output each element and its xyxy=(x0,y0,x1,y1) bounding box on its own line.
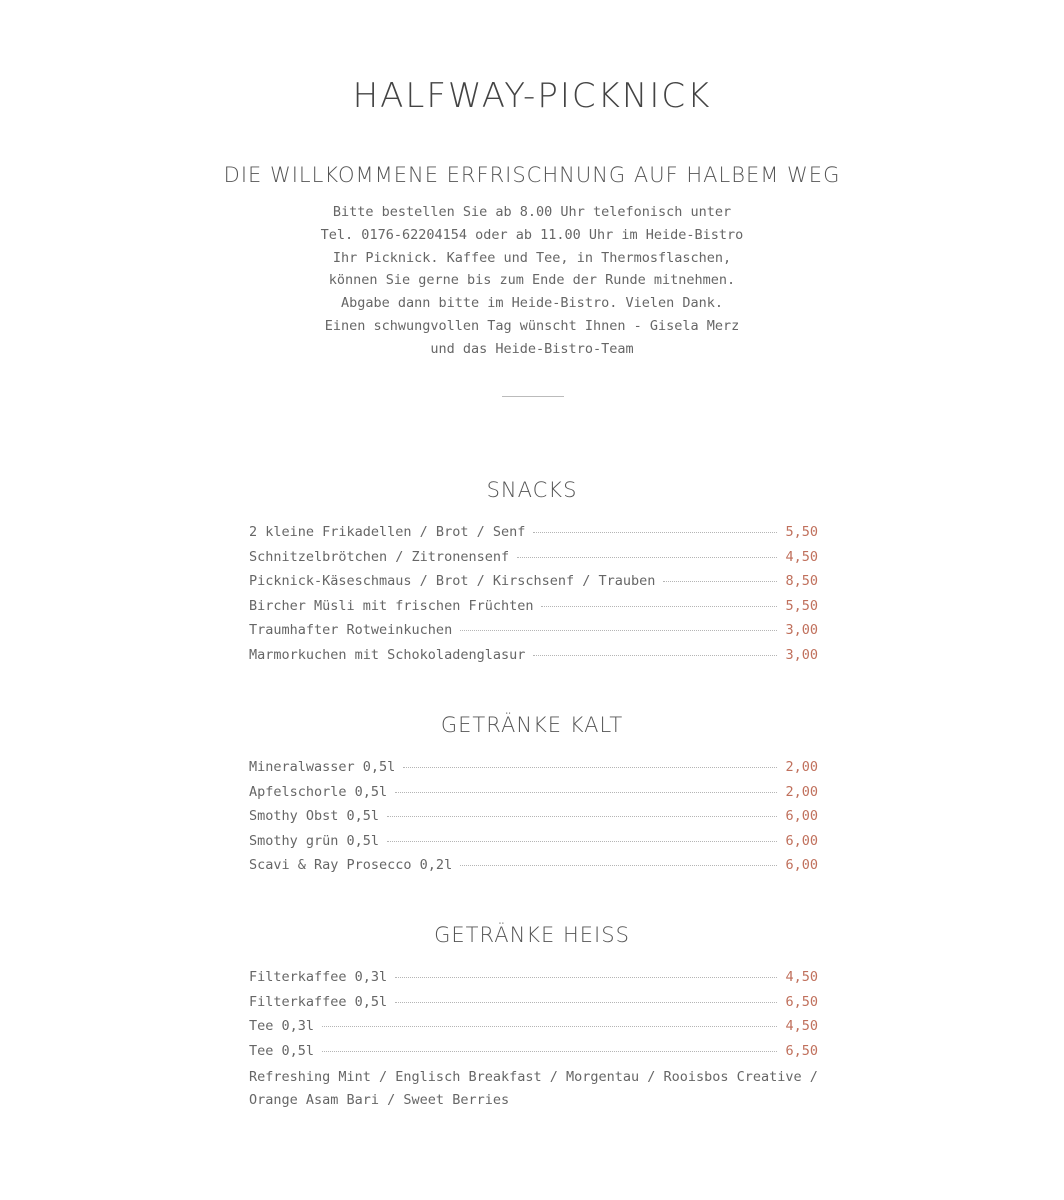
menu-item xyxy=(249,549,818,574)
item-name: Traumhafter Rotweinkuchen xyxy=(249,622,453,639)
item-price: 5,50 xyxy=(785,524,818,540)
intro-line: Abgabe dann bitte im Heide-Bistro. Vielen Dank. xyxy=(340,295,723,312)
intro-text xyxy=(232,201,832,361)
item-name: 2 kleine Frikadellen / Brot / Senf xyxy=(249,524,526,540)
tea-varieties-note xyxy=(249,1066,829,1112)
divider xyxy=(502,396,564,397)
item-price: 2,00 xyxy=(785,759,818,775)
dot-leader xyxy=(460,865,777,866)
item-price: 6,00 xyxy=(785,832,818,849)
intro-line: Einen schwungvollen Tag wünscht Ihnen - Gisela Merz xyxy=(324,317,740,334)
menu-item xyxy=(249,759,818,784)
item-price: 6,00 xyxy=(785,857,818,874)
intro-line: Ihr Picknick. Kaffee und Tee, in Thermosflaschen, xyxy=(332,249,732,266)
section-title-snacks: SNACKS xyxy=(486,478,578,502)
item-price: 4,50 xyxy=(785,548,818,565)
item-price: 4,50 xyxy=(785,969,818,985)
item-name: Apfelschorle 0,5l xyxy=(249,783,388,800)
dot-leader xyxy=(517,557,777,558)
intro-line: und das Heide-Bistro-Team xyxy=(430,340,634,357)
item-price: 3,00 xyxy=(785,646,818,663)
dot-leader xyxy=(322,1051,777,1052)
item-name: Schnitzelbrötchen / Zitronensenf xyxy=(249,548,510,565)
item-name: Scavi & Ray Prosecco 0,2l xyxy=(249,857,453,874)
dot-leader xyxy=(403,767,777,768)
item-price: 6,50 xyxy=(785,993,818,1010)
menu-item xyxy=(249,524,818,549)
item-name: Smothy Obst 0,5l xyxy=(249,808,380,825)
menu-item xyxy=(249,647,818,672)
dot-leader xyxy=(533,655,777,656)
intro-line: Bitte bestellen Sie ab 8.00 Uhr telefonisch unter xyxy=(332,204,732,220)
page-subtitle: DIE WILLKOMMENE ERFRISCHNUNG AUF HALBEM WEG xyxy=(223,163,841,187)
menu-item xyxy=(249,1043,818,1068)
dot-leader xyxy=(541,606,777,607)
dot-leader xyxy=(395,1002,777,1003)
item-name: Tee 0,3l xyxy=(249,1018,315,1035)
tea-note-line: Orange Asam Bari / Sweet Berries xyxy=(249,1091,510,1108)
menu-item xyxy=(249,622,818,647)
item-price: 5,50 xyxy=(785,597,818,614)
menu-item xyxy=(249,994,818,1019)
item-name: Filterkaffee 0,5l xyxy=(249,993,388,1010)
menu-item xyxy=(249,833,818,858)
dot-leader xyxy=(387,841,777,842)
dot-leader xyxy=(387,816,777,817)
item-name: Filterkaffee 0,3l xyxy=(249,969,388,985)
dot-leader xyxy=(460,630,777,631)
menu-item xyxy=(249,857,818,882)
item-price: 4,50 xyxy=(785,1018,818,1035)
item-price: 3,00 xyxy=(785,622,818,639)
intro-line: können Sie gerne bis zum Ende der Runde mitnehmen. xyxy=(328,272,736,289)
hot-drinks-list xyxy=(249,969,818,1067)
dot-leader xyxy=(395,977,777,978)
dot-leader xyxy=(322,1026,777,1027)
menu-item xyxy=(249,598,818,623)
tea-note-line: Refreshing Mint / Englisch Breakfast / Morgentau / Rooisbos Creative / xyxy=(249,1069,818,1085)
dot-leader xyxy=(533,532,777,533)
item-price: 2,00 xyxy=(785,783,818,800)
item-name: Smothy grün 0,5l xyxy=(249,832,380,849)
cold-drinks-list xyxy=(249,759,818,882)
item-name: Mineralwasser 0,5l xyxy=(249,759,396,775)
section-title-hot-drinks: GETRÄNKE HEISS xyxy=(434,923,630,947)
snacks-list xyxy=(249,524,818,672)
dot-leader xyxy=(663,581,777,582)
menu-item xyxy=(249,969,818,994)
item-name: Marmorkuchen mit Schokoladenglasur xyxy=(249,646,526,663)
item-price: 6,00 xyxy=(785,808,818,825)
dot-leader xyxy=(395,792,777,793)
menu-item xyxy=(249,808,818,833)
section-title-cold-drinks: GETRÄNKE KALT xyxy=(440,713,624,737)
item-name: Bircher Müsli mit frischen Früchten xyxy=(249,597,534,614)
intro-line: Tel. 0176-62204154 oder ab 11.00 Uhr im Heide-Bistro xyxy=(320,226,744,243)
menu-item xyxy=(249,1018,818,1043)
menu-item xyxy=(249,573,818,598)
item-price: 6,50 xyxy=(785,1042,818,1059)
page-title: HALFWAY-PICKNICK xyxy=(352,76,712,116)
item-name: Picknick-Käseschmaus / Brot / Kirschsenf / Trauben xyxy=(249,573,656,590)
menu-item xyxy=(249,784,818,809)
item-price: 8,50 xyxy=(785,573,818,590)
item-name: Tee 0,5l xyxy=(249,1042,315,1059)
